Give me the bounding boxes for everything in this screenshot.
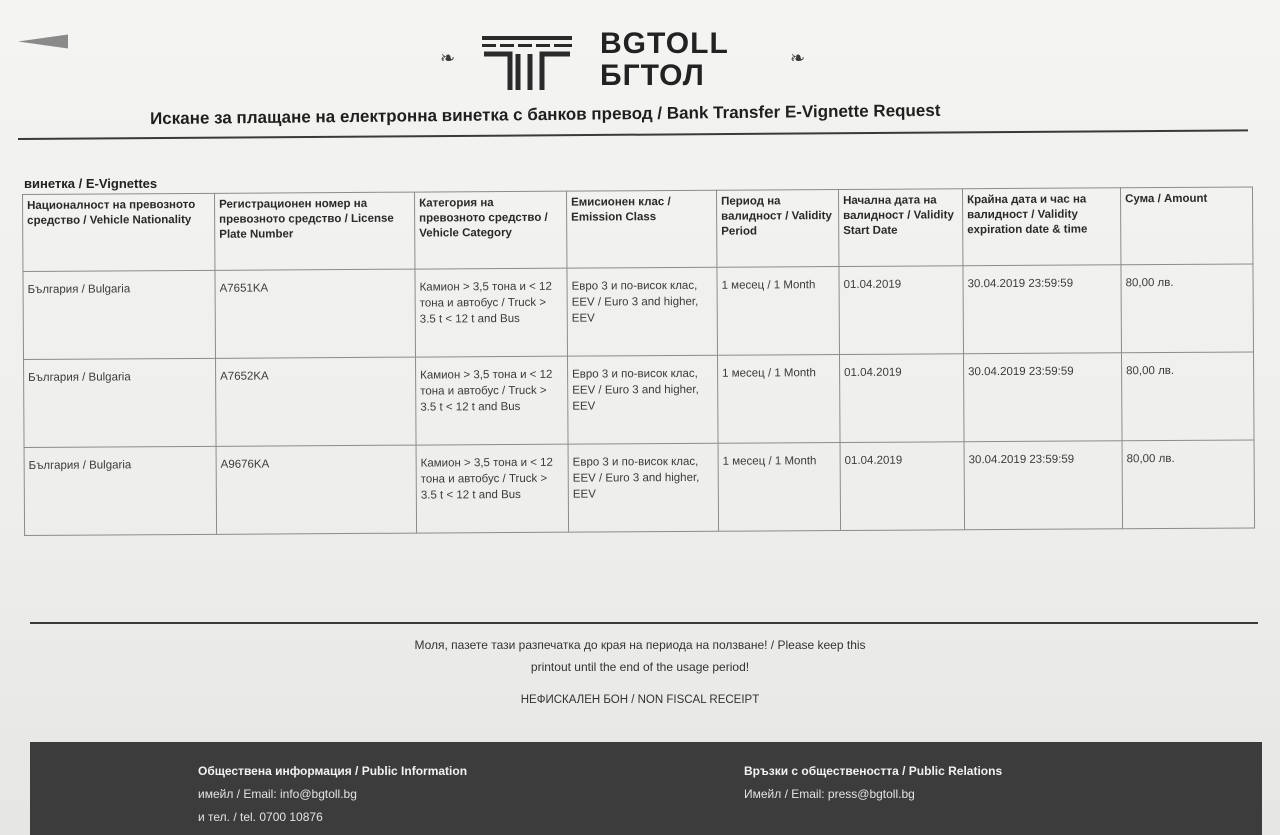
- cell-start-date: 01.04.2019: [839, 354, 964, 443]
- document-title: Искане за плащане на електронна винетка с банков превод / Bank Transfer E-Vignette Request: [149, 100, 941, 129]
- public-relations-email: Имейл / Email: press@bgtoll.bg: [744, 787, 915, 801]
- bgtoll-gate-logo-icon: [480, 32, 580, 92]
- cell-category: Камион > 3,5 тона и < 12 тона и автобус / Truck > 3.5 t < 12 t and Bus: [416, 356, 569, 445]
- header-plate: Регистрационен номер на превозното средство / License Plate Number: [214, 192, 414, 270]
- cell-category: Камион > 3,5 тона и < 12 тона и автобус / Truck > 3.5 t < 12 t and Bus: [416, 444, 569, 533]
- header-nationality: Националност на превозното средство / Vehicle Nationality: [23, 193, 215, 271]
- divider-bottom: [30, 622, 1258, 624]
- header-emission: Емисионен клас / Emission Class: [566, 190, 716, 268]
- table-header-row: [23, 187, 1253, 272]
- footer-public-info: [198, 760, 467, 829]
- corner-fold-mark: [18, 34, 68, 55]
- cell-emission: Евро 3 и по-висок клас, EEV / Euro 3 and higher, EEV: [568, 355, 719, 444]
- cell-amount: 80,00 лв.: [1122, 440, 1255, 529]
- cell-period: 1 месец / 1 Month: [717, 355, 840, 444]
- divider-top: [18, 129, 1248, 140]
- cell-start-date: 01.04.2019: [839, 266, 964, 355]
- public-info-email: имейл / Email: info@bgtoll.bg: [198, 787, 357, 801]
- public-info-heading: Обществена информация / Public Information: [198, 764, 468, 778]
- cell-end-date: 30.04.2019 23:59:59: [964, 441, 1123, 530]
- leaf-left-icon: ❧: [440, 48, 456, 68]
- section-title: винетка / E-Vignettes: [24, 176, 158, 191]
- keep-printout-note: [370, 634, 910, 678]
- cell-plate: A9676KA: [216, 445, 417, 534]
- footer-public-relations: [744, 760, 1002, 806]
- header-start-date: Начална дата на валидност / Validity Start Date: [838, 189, 962, 267]
- vignette-table-wrapper: [22, 186, 1254, 536]
- non-fiscal-receipt-label: НЕФИСКАЛЕН БОН / NON FISCAL RECEIPT: [520, 694, 760, 706]
- cell-period: 1 месец / 1 Month: [717, 267, 840, 356]
- cell-emission: Евро 3 и по-висок клас, EEV / Euro 3 and higher, EEV: [567, 267, 718, 356]
- cell-emission: Евро 3 и по-висок клас, EEV / Euro 3 and higher, EEV: [568, 443, 719, 532]
- table-row: [24, 440, 1255, 536]
- header-amount: Сума / Amount: [1120, 187, 1252, 265]
- cell-category: Камион > 3,5 тона и < 12 тона и автобус / Truck > 3.5 t < 12 t and Bus: [415, 268, 568, 357]
- leaf-right-icon: ❧: [790, 48, 806, 68]
- cell-nationality: България / Bulgaria: [24, 358, 217, 447]
- cell-start-date: 01.04.2019: [840, 442, 965, 531]
- header-category: Категория на превозното средство / Vehicle Category: [414, 191, 566, 269]
- header-period: Период на валидност / Validity Period: [716, 190, 838, 268]
- cell-plate: A7652KA: [216, 357, 417, 446]
- public-relations-heading: Връзки с обществеността / Public Relations: [744, 764, 1003, 778]
- brand-cyrillic: БГТОЛ: [600, 59, 705, 92]
- cell-plate: A7651KA: [215, 269, 416, 358]
- public-info-phone: и тел. / tel. 0700 10876: [198, 810, 323, 824]
- cell-nationality: България / Bulgaria: [24, 446, 217, 535]
- cell-end-date: 30.04.2019 23:59:59: [963, 353, 1122, 442]
- brand-latin: BGTOLL: [600, 27, 729, 60]
- cell-nationality: България / Bulgaria: [23, 270, 216, 359]
- cell-amount: 80,00 лв.: [1121, 264, 1254, 353]
- table-row: [24, 352, 1255, 448]
- bgtoll-logo: [440, 28, 820, 98]
- header-end-date: Крайна дата и час на валидност / Validity expiration date & time: [962, 188, 1120, 266]
- cell-period: 1 месец / 1 Month: [718, 443, 841, 532]
- note-line-1: Моля, пазете тази разпечатка до края на периода на ползване! / Please keep this: [414, 638, 866, 652]
- table-row: [23, 264, 1254, 360]
- footer-contacts: [30, 742, 1262, 835]
- note-line-2: printout until the end of the usage period!: [530, 660, 750, 674]
- vignette-table: [22, 186, 1255, 536]
- cell-end-date: 30.04.2019 23:59:59: [963, 265, 1122, 354]
- cell-amount: 80,00 лв.: [1121, 352, 1254, 441]
